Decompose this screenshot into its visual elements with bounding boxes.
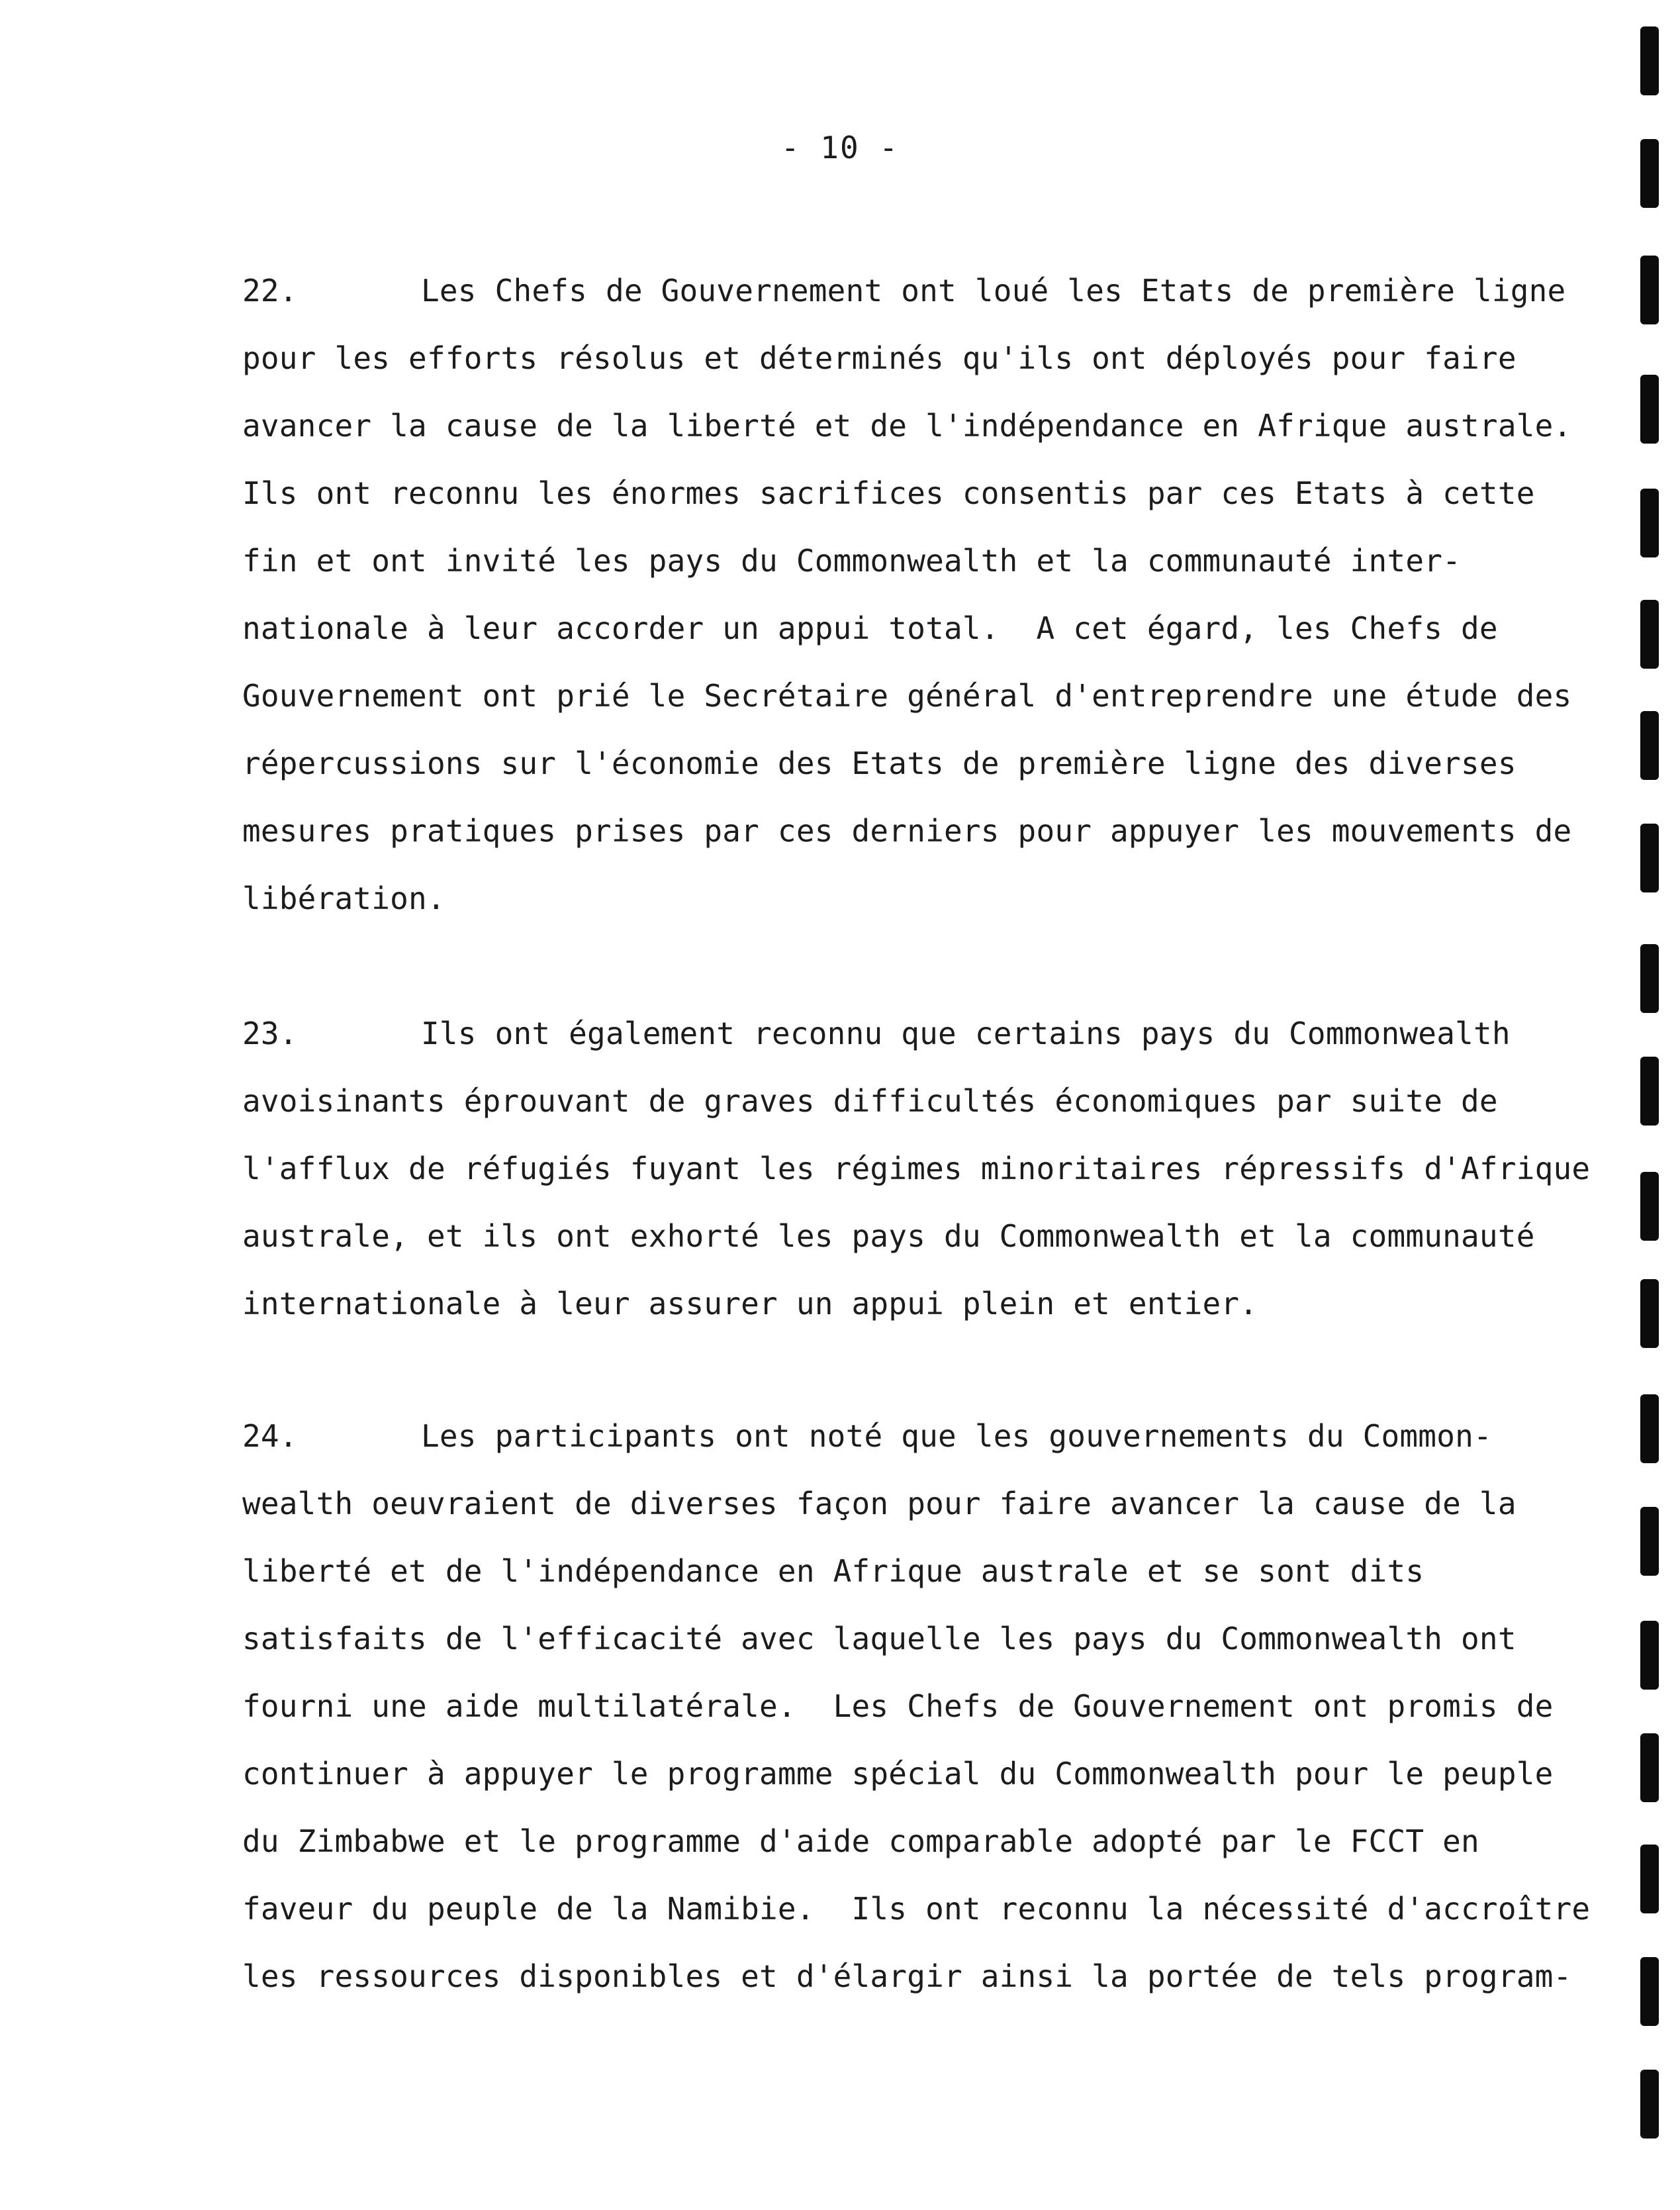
binder-mark [1640, 256, 1659, 324]
text-line: satisfaits de l'efficacité avec laquelle les pays du Commonwealth ont [242, 1621, 1517, 1657]
line-text: Ils ont également reconnu que certains pays du Commonwealth [421, 1016, 1511, 1051]
binder-mark [1640, 375, 1659, 444]
binder-mark [1640, 1845, 1659, 1913]
binder-margin-marks [1627, 0, 1680, 2210]
text-line: pour les efforts résolus et déterminés qu'ils ont déployés pour faire [242, 340, 1517, 376]
binder-mark [1640, 1057, 1659, 1126]
text-line: fourni une aide multilatérale. Les Chefs de Gouvernement ont promis de [242, 1688, 1554, 1724]
text-line: continuer à appuyer le programme spécial du Commonwealth pour le peuple [242, 1756, 1554, 1792]
binder-mark [1640, 824, 1659, 892]
binder-mark [1640, 1621, 1659, 1690]
text-line: les ressources disponibles et d'élargir ainsi la portée de tels program- [242, 1958, 1572, 1994]
text-line: Ils ont reconnu les énormes sacrifices consentis par ces Etats à cette [242, 475, 1535, 511]
text-line: faveur du peuple de la Namibie. Ils ont reconnu la nécessité d'accroître [242, 1891, 1591, 1927]
line-text: Les participants ont noté que les gouvernements du Common- [421, 1418, 1492, 1454]
text-line [242, 1000, 1540, 1067]
text-line: mesures pratiques prises par ces derniers pour appuyer les mouvements de [242, 813, 1572, 849]
text-line [242, 257, 1566, 324]
text-line: l'afflux de réfugiés fuyant les régimes minoritaires répressifs d'Afrique [242, 1151, 1591, 1186]
paragraph-23 [242, 1000, 1591, 1337]
binder-mark [1640, 711, 1659, 780]
binder-mark [1640, 1733, 1659, 1802]
binder-mark [1640, 600, 1659, 669]
binder-mark [1640, 1172, 1659, 1241]
binder-mark [1640, 1279, 1659, 1348]
binder-mark [1640, 26, 1659, 95]
binder-mark [1640, 489, 1659, 557]
binder-mark [1640, 944, 1659, 1013]
line-text: Les Chefs de Gouvernement ont loué les Etats de première ligne [421, 273, 1566, 309]
text-line: australe, et ils ont exhorté les pays du Commonwealth et la communauté [242, 1218, 1535, 1254]
binder-mark [1640, 139, 1659, 208]
text-line: nationale à leur accorder un appui total. A cet égard, les Chefs de [242, 610, 1498, 646]
text-line: Gouvernement ont prié le Secrétaire général d'entreprendre une étude des [242, 678, 1572, 714]
binder-mark [1640, 2070, 1659, 2138]
text-line: du Zimbabwe et le programme d'aide comparable adopté par le FCCT en [242, 1823, 1479, 1859]
text-line: répercussions sur l'économie des Etats de première ligne des diverses [242, 745, 1517, 781]
paragraph-number: 23. [242, 1016, 298, 1051]
text-line: liberté et de l'indépendance en Afrique australe et se sont dits [242, 1553, 1424, 1589]
paragraph-number: 22. [242, 273, 298, 309]
paragraph-22 [242, 257, 1572, 932]
page-number: - 10 - [780, 130, 900, 166]
text-line: avancer la cause de la liberté et de l'indépendance en Afrique australe. [242, 408, 1572, 444]
binder-mark [1640, 1957, 1659, 2026]
text-line: fin et ont invité les pays du Commonwealth et la communauté inter- [242, 543, 1462, 579]
paragraph-24 [242, 1402, 1591, 2010]
paragraph-number: 24. [242, 1418, 298, 1454]
text-line: libération. [242, 881, 445, 916]
text-line [242, 1402, 1540, 1470]
binder-mark [1640, 1394, 1659, 1463]
text-line: internationale à leur assurer un appui plein et entier. [242, 1286, 1258, 1321]
binder-mark [1640, 1507, 1659, 1576]
text-line: wealth oeuvraient de diverses façon pour faire avancer la cause de la [242, 1486, 1517, 1521]
text-line: avoisinants éprouvant de graves difficultés économiques par suite de [242, 1083, 1498, 1119]
